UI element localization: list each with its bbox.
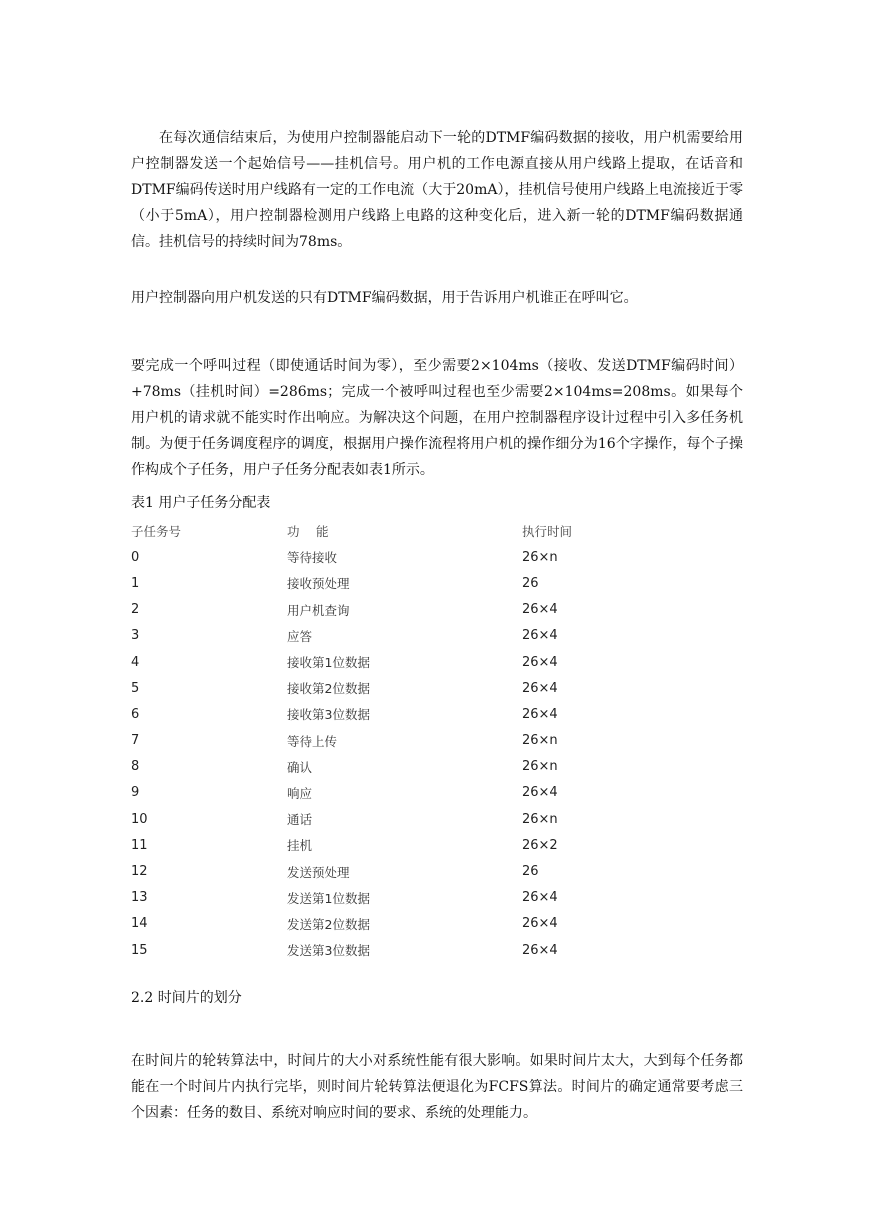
cell-exec-time: 26×2: [522, 837, 558, 853]
cell-task-number: 4: [131, 654, 140, 670]
cell-exec-time: 26×4: [522, 680, 558, 696]
cell-function: 用户机查询: [287, 602, 350, 618]
cell-task-number: 0: [131, 549, 140, 565]
cell-function: 挂机: [287, 838, 313, 854]
cell-exec-time: 26×4: [522, 654, 558, 670]
cell-task-number: 13: [131, 890, 148, 906]
cell-function: 响应: [287, 785, 313, 801]
cell-task-number: 7: [131, 733, 140, 749]
table-row: [131, 911, 662, 937]
paragraph-call-process: 要完成一个呼叫过程（即使通话时间为零），至少需要2×104ms（接收、发送DTMF编码时间）+78ms（挂机时间）=286ms；完成一个被呼叫过程也至少需要2×104ms=208ms。如果每个用户机的请求就不能实时作出响应。为解决这个问题，在用户控制器程序设计过程中引入多任务机制。为便于任务调度程序的调度，根据用户操作流程将用户机的操作细分为16个字操作，每个子操作构成个子任务，用户子任务分配表如表1所示。: [131, 358, 743, 478]
table-row: [131, 649, 662, 675]
cell-task-number: 1: [131, 575, 140, 591]
cell-task-number: 8: [131, 759, 140, 775]
cell-exec-time: 26: [522, 575, 539, 591]
cell-task-number: 2: [131, 602, 140, 618]
table-row: [131, 754, 662, 780]
table-caption: 表1 用户子任务分配表: [131, 495, 271, 511]
cell-function: 确认: [287, 759, 313, 775]
header-function: 功 能: [287, 524, 329, 540]
cell-exec-time: 26×n: [522, 811, 558, 827]
table-row: [131, 832, 662, 858]
cell-exec-time: 26×4: [522, 942, 558, 958]
cell-exec-time: 26×4: [522, 916, 558, 932]
paragraph-time-slice: 在时间片的轮转算法中，时间片的大小对系统性能有很大影响。如果时间片太大，大到每个任务都能在一个时间片内执行完毕，则时间片轮转算法便退化为FCFS算法。时间片的确定通常要考虑三个因素：任务的数目、系统对响应时间的要求、系统的处理能力。: [131, 1053, 743, 1121]
cell-exec-time: 26×n: [522, 759, 558, 775]
paragraph-hook-signal: 在每次通信结束后，为使用户控制器能启动下一轮的DTMF编码数据的接收，用户机需要给用户控制器发送一个起始信号——挂机信号。用户机的工作电源直接从用户线路上提取，在话音和DTMF编码传送时用户线路有一定的工作电流（大于20mA），挂机信号使用户线路上电流接近于零（小于5mA），用户控制器检测用户线路上电路的这种变化后，进入新一轮的DTMF编码数据通信。挂机信号的持续时间为78ms。: [131, 130, 743, 250]
table-row: [131, 623, 662, 649]
cell-function: 发送第1位数据: [287, 890, 370, 906]
cell-exec-time: 26×4: [522, 602, 558, 618]
cell-task-number: 11: [131, 837, 148, 853]
cell-exec-time: 26×4: [522, 706, 558, 722]
paragraph-controller-send: 用户控制器向用户机发送的只有DTMF编码数据，用于告诉用户机谁正在呼叫它。: [131, 290, 638, 306]
table-row: [131, 701, 662, 727]
cell-function: 接收预处理: [287, 576, 350, 592]
cell-exec-time: 26×4: [522, 628, 558, 644]
cell-function: 接收第3位数据: [287, 707, 370, 723]
cell-task-number: 5: [131, 680, 140, 696]
table-row: [131, 544, 662, 570]
cell-function: 接收第2位数据: [287, 681, 370, 697]
cell-function: 发送第2位数据: [287, 916, 370, 932]
table-row: [131, 937, 662, 963]
table-row: [131, 780, 662, 806]
table-row: [131, 858, 662, 884]
cell-task-number: 9: [131, 785, 140, 801]
cell-task-number: 6: [131, 706, 140, 722]
cell-exec-time: 26×n: [522, 733, 558, 749]
cell-exec-time: 26×4: [522, 890, 558, 906]
cell-exec-time: 26: [522, 864, 539, 880]
cell-function: 通话: [287, 812, 313, 828]
table-body: [131, 544, 662, 963]
table-row: [131, 728, 662, 754]
table-row: [131, 806, 662, 832]
table-row: [131, 885, 662, 911]
cell-task-number: 3: [131, 628, 140, 644]
subtask-table: [131, 518, 662, 963]
cell-function: 发送预处理: [287, 864, 350, 880]
section-heading: 2.2 时间片的划分: [131, 990, 242, 1006]
table-row: [131, 570, 662, 596]
cell-function: 等待上传: [287, 733, 338, 749]
cell-function: 接收第1位数据: [287, 655, 370, 671]
table-row: [131, 675, 662, 701]
cell-function: 应答: [287, 628, 313, 644]
cell-task-number: 10: [131, 811, 148, 827]
table-header-row: [131, 518, 662, 544]
table-row: [131, 597, 662, 623]
cell-exec-time: 26×4: [522, 785, 558, 801]
cell-function: 等待接收: [287, 550, 338, 566]
cell-task-number: 15: [131, 942, 148, 958]
cell-task-number: 12: [131, 864, 148, 880]
cell-task-number: 14: [131, 916, 148, 932]
header-exec-time: 执行时间: [522, 524, 573, 540]
cell-exec-time: 26×n: [522, 549, 558, 565]
cell-function: 发送第3位数据: [287, 943, 370, 959]
header-task-number: 子任务号: [131, 524, 182, 540]
